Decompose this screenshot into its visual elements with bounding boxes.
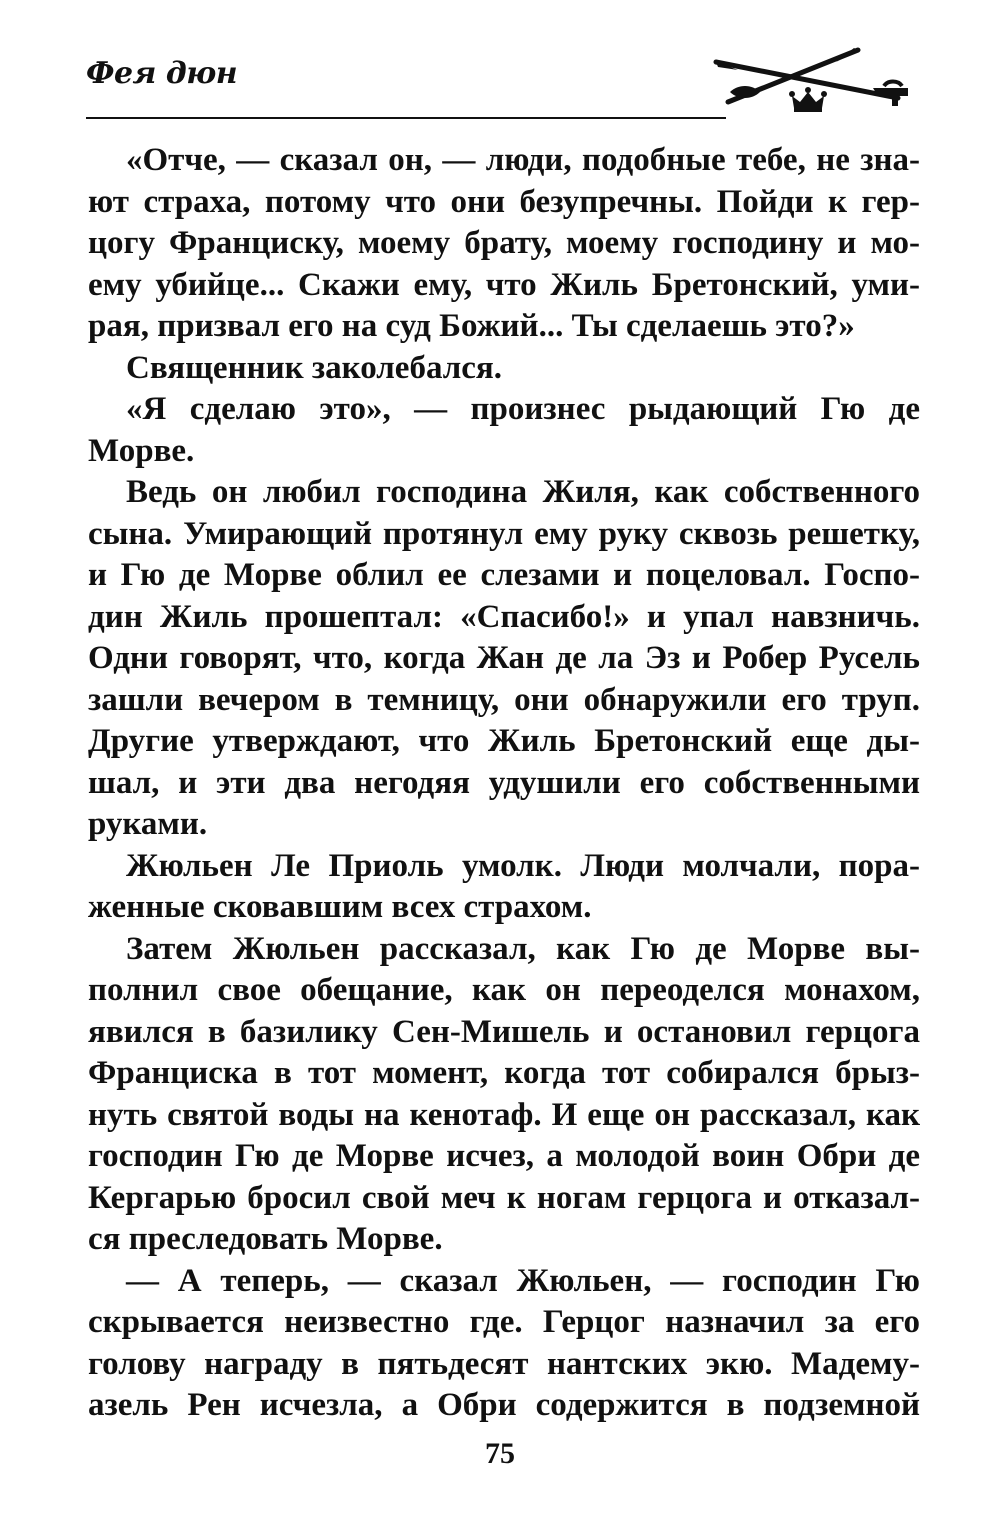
paragraph — [88, 389, 920, 472]
text-line: сына. Умирающий протянул ему руку сквозь решетку, — [88, 515, 920, 552]
text-line: зашли вечером в темницу, они обнаружили его труп. — [88, 681, 920, 718]
text-line: Священник заколебался. — [126, 349, 503, 386]
paragraph — [88, 140, 920, 348]
text-line: ему убийце... Скажи ему, что Жиль Бретонский, уми- — [88, 266, 920, 303]
text-line: скрывается неизвестно где. Герцог назначил за его — [88, 1304, 920, 1340]
text-line: руками. — [88, 806, 208, 842]
text-line: нуть святой воды на кенотаф. И еще он рассказал, как — [88, 1096, 920, 1133]
text-line: цогу Франциску, моему брату, моему господину и мо- — [88, 225, 920, 261]
text-line: ся преследовать Морве. — [88, 1221, 443, 1257]
text-line: «Отче, — сказал он, — люди, подобные тебе, не зна- — [126, 142, 920, 178]
running-title: Фея дюн — [86, 56, 238, 91]
text-line: «Я сделаю это», — произнес рыдающий Гю де — [126, 391, 920, 427]
text-line: ют страха, потому что они безупречны. Пойди к гер- — [88, 183, 920, 220]
text-line: Ведь он любил господина Жиля, как собственного — [126, 474, 920, 510]
text-line: голову награду в пятьдесят нантских экю. Мадему- — [88, 1345, 920, 1382]
text-line: шал, и эти два негодяя удушили его собственными — [88, 764, 920, 801]
text-line: дин Жиль прошептал: «Спасибо!» и упал навзничь. — [88, 598, 920, 635]
page-number: 75 — [485, 1437, 515, 1470]
text-line: — А теперь, — сказал Жюльен, — господин Гю — [126, 1262, 920, 1299]
text-line: Франциска в тот момент, когда тот собирался брыз- — [88, 1055, 920, 1091]
text-line: господин Гю де Морве исчез, а молодой воин Обри де — [88, 1138, 920, 1174]
text-line: Другие утверждают, что Жиль Бретонский еще ды- — [88, 723, 920, 759]
text-line: и Гю де Морве облил ее слезами и поцеловал. Госпо- — [88, 557, 920, 593]
paragraph — [88, 472, 920, 846]
text-line: Затем Жюльен рассказал, как Гю де Морве вы- — [126, 930, 920, 967]
text-line: Кергарью бросил свой меч к ногам герцога и отказал- — [88, 1179, 920, 1216]
body-text — [88, 140, 920, 1427]
paragraph — [88, 1261, 920, 1427]
text-line: рая, призвал его на суд Божий... Ты сделаешь это?» — [88, 308, 855, 344]
header-rule — [86, 117, 726, 119]
text-line: Жюльен Ле Приоль умолк. Люди молчали, пора- — [126, 847, 920, 884]
text-line: явился в базилику Сен-Мишель и остановил герцога — [88, 1013, 920, 1050]
text-line: Одни говорят, что, когда Жан де ла Эз и Робер Русель — [88, 640, 920, 676]
text-line: азель Рен исчезла, а Обри содержится в подземной — [88, 1387, 920, 1423]
paragraph — [88, 348, 920, 390]
text-line: женные сковавшим всех страхом. — [88, 889, 592, 925]
text-line: Морве. — [88, 432, 195, 469]
text-line: полнил свое обещание, как он переоделся монахом, — [88, 972, 920, 1008]
paragraph — [88, 846, 920, 929]
crossed-swords-crown-icon — [708, 40, 918, 120]
paragraph — [88, 929, 920, 1261]
